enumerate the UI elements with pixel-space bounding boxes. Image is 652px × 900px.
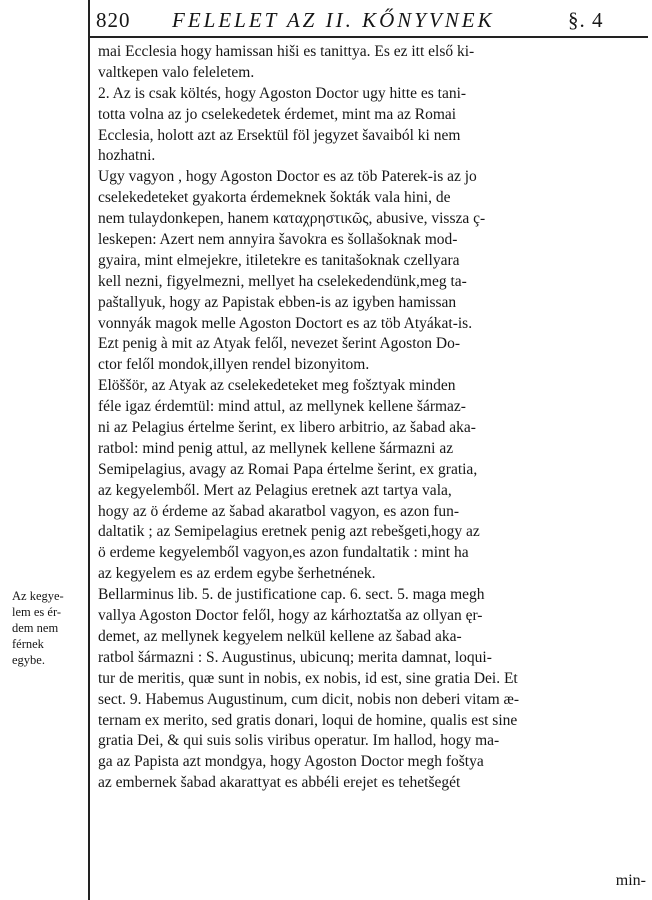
text-line: paštallyuk, hogy az Papistak ebben-is az igyben hamissan bbox=[98, 293, 457, 311]
margin-note-line: Az kegye- bbox=[12, 589, 64, 603]
text-line: gyaira, mint elmejekre, itiletekre es tanitašoknak czellyara bbox=[98, 251, 460, 269]
text-line: ctor felől mondok,illyen rendel bizonyitom. bbox=[98, 356, 370, 374]
text-line: Ezt penig à mit az Atyak felől, nevezet šerint Agoston Do- bbox=[98, 335, 460, 353]
text-line: Semipelagius, avagy az Romai Papa értelme šerint, ex gratia, bbox=[98, 460, 478, 478]
header-rule bbox=[88, 36, 648, 38]
text-line: gratia Dei, & qui suis solis viribus operatur. Im hallod, hogy ma- bbox=[98, 732, 500, 750]
section-mark: §. 4 bbox=[568, 8, 604, 32]
text-line: Elöššör, az Atyak az cselekedeteket meg fošztyak minden bbox=[98, 377, 456, 395]
text-line: demet, az mellynek kegyelem nelkül kellene az šabad aka- bbox=[98, 627, 462, 645]
text-line: hozhatni. bbox=[98, 147, 156, 165]
text-line: ö erdeme kegyelemből vagyon,es azon fundaltatik : mint ha bbox=[98, 544, 469, 562]
page-header bbox=[0, 4, 652, 34]
text-line: az kegyelemből. Mert az Pelagius eretnek azt tartya vala, bbox=[98, 481, 452, 499]
text-line: valtkepen valo feleletem. bbox=[98, 63, 255, 81]
text-line: leskepen: Azert nem annyira šavokra es šollašoknak mod- bbox=[98, 231, 458, 249]
text-line: az embernek šabad akarattyat es abbéli erejet es tehetšegét bbox=[98, 774, 461, 792]
text-line: vonnyák magok melle Agoston Doctort es az töb Atyákat-is. bbox=[98, 314, 473, 332]
text-line: Bellarminus lib. 5. de justificatione cap. 6. sect. 5. maga megh bbox=[98, 586, 485, 604]
text-line: ni az Pelagius értelme šerint, ex libero arbitrio, az šabad aka- bbox=[98, 419, 476, 437]
text-line: az kegyelem es az erdem egybe šerhetnének. bbox=[98, 565, 376, 583]
margin-note bbox=[12, 588, 84, 668]
margin-note-line: egybe. bbox=[12, 653, 45, 667]
body-text bbox=[98, 42, 650, 794]
margin-note-line: férnek bbox=[12, 637, 44, 651]
catchword: min- bbox=[615, 872, 646, 889]
left-margin-rule bbox=[88, 0, 90, 900]
text-line: ratbol šármazni : S. Augustinus, ubicunq; merita damnat, loqui- bbox=[98, 648, 492, 666]
text-line: mai Ecclesia hogy hamissan hiši es tanittya. Es ez itt első ki- bbox=[98, 43, 475, 60]
text-line: ratbol: mind penig attul, az mellynek kellene šármazni az bbox=[98, 439, 454, 457]
text-line: ga az Papista azt mondgya, hogy Agoston Doctor megh foštya bbox=[98, 753, 484, 771]
text-line: kell nezni, figyelmezni, mellyet ha cselekedendünk,meg ta- bbox=[98, 272, 467, 290]
text-line: Ecclesia, holott azt az Ersektül föl jegyzet šavaiból ki nem bbox=[98, 126, 461, 144]
running-title: FELELET AZ II. KŐNYVNEK bbox=[172, 8, 495, 32]
text-line: féle igaz érdemtül: mind attul, az mellynek kellene šármaz- bbox=[98, 398, 466, 416]
text-line: nem tulaydonkepen, hanem καταχρηστικῶς, abusive, vissza ç- bbox=[98, 210, 486, 228]
text-line: vallya Agoston Doctor felől, hogy az kárhoztatša az ollyan ęr- bbox=[98, 607, 483, 625]
text-line: ternam ex merito, sed gratis donari, loqui de homine, qualis est sine bbox=[98, 711, 518, 729]
text-line: Ugy vagyon , hogy Agoston Doctor es az töb Paterek-is az jo bbox=[98, 168, 477, 186]
text-line: tur de meritis, quæ sunt in nobis, ex nobis, id est, sine gratia Dei. Et bbox=[98, 669, 518, 687]
text-line: totta volna az jo cselekedetek érdemet, mint ma az Romai bbox=[98, 105, 457, 123]
text-line: daltatik ; az Semipelagius eretnek penig azt rebešgeti,hogy az bbox=[98, 523, 480, 541]
text-line: sect. 9. Habemus Augustinum, cum dicit, nobis non deberi vitam æ- bbox=[98, 690, 520, 708]
text-line: hogy az ö érdeme az šabad akaratbol vagyon, es azon fun- bbox=[98, 502, 460, 520]
text-line: 2. Az is csak költés, hogy Agoston Doctor ugy hitte es tani- bbox=[98, 84, 467, 102]
margin-note-line: dem nem bbox=[12, 621, 59, 635]
margin-note-line: lem es ér- bbox=[12, 605, 62, 619]
text-line: cselekedeteket gyakorta érdemeknek šokták vala hini, de bbox=[98, 189, 451, 207]
page-number: 820 bbox=[96, 8, 131, 32]
